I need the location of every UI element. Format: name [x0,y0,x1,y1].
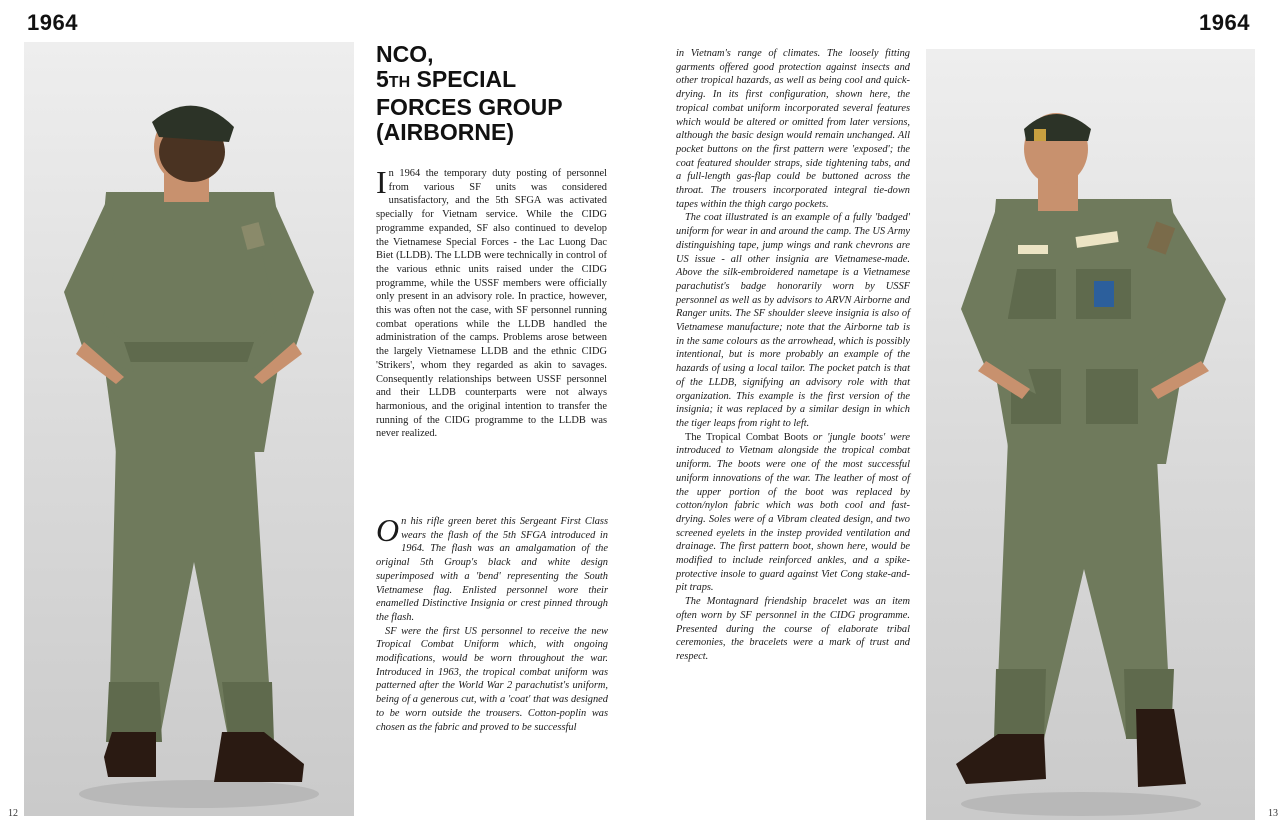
intro-text-column [376,164,607,441]
caption-dropcap: O [376,512,400,548]
page-number-left: 12 [8,808,18,819]
title-line-2 [376,67,606,96]
title-line-1: NCO, [376,41,434,67]
right-paragraph-2: The coat illustrated is an example of a fully 'badged' uniform for wear in and around the camp. The US Army distinguishing tape, jump wings and rank chevrons are US issue - all other insignia are Vietnamese-made. Above the silk-embroidered nametape is a Vietnamese parachutist's badge honorarily worn by USSF personnel as well as by advisors to ARVN Airborne and Ranger units. The SF shoulder sleeve insignia is also of Vietnamese manufacture; note that the Airborne tab is in the same colours as the arrowhead, which is possibly intentional, but is more probably an example of the hazards of using a local tailor. The pocket patch is that of the LLDB, signifying an advisory role with that organization. This example is the first version of the insignia; it was replaced by a similar design in which the tiger leaps from right to left. [676,212,910,429]
right-paragraph-3-lead: The Tropical Combat Boots [685,431,808,443]
soldier-front-illustration [926,49,1255,820]
title-line-2-rest: SPECIAL [410,65,517,92]
intro-text: n 1964 the temporary duty posting of personnel from various SF units was considered unsatisfactory, and the 5th SFGA was activated specially for Vietnam service. While the CIDG programme expanded, SF also continued to develop the Vietnamese Special Forces - the Lac Luong Dac Biet (LLDB). The LLDB were technically in control of the various ethnic units raised under the CIDG programme, while the USSF members were officially only present in an advisory role. In practice, however, this was often not the case, with SF personnel running combat operations while the LLDB handled the administration of the camps. Problems arose between the largely Vietnamese LLDB and the ethnic CIDG 'Strikers', whom they regarded as akin to savages. Consequently relationships between USSF personnel and their LLDB counterparts were not always harmonious, and the original intention to transfer the running of the CIDG programme to the LLDB was never realized. [376,168,607,440]
title-line-3: FORCES GROUP [376,94,563,120]
title-line-4: (AIRBORNE) [376,118,514,145]
right-paragraph-1: in Vietnam's range of climates. The loosely fitting garments offered good protection against insects and other tropical hazards, as well as being cool and quick-drying. In its first configuration, shown here, the tropical combat uniform incorporated several features which would be altered or omitted from later versions, although the basic design would remain unchanged. All pocket buttons on the first pattern were 'exposed'; the coat featured shoulder straps, side tightening tabs, and a full-length gas-flap could be buttoned across the throat. The trousers incorporated integral tie-down tapes within the thigh cargo pockets. [676,48,910,210]
front-view-uniform-photo [926,49,1255,820]
right-paragraph-3 [676,431,910,595]
soldier-back-illustration [24,42,354,816]
page-number-right: 13 [1268,808,1278,819]
page-title [376,42,606,144]
caption-paragraph-1 [376,512,608,625]
caption-paragraph-2: SF were the first US personnel to receive the new Tropical Combat Uniform which, with ongoing modifications, would be worn throughout the war. Introduced in 1963, the tropical combat uniform was patterned after the World War 2 parachutist's uniform, being of a generous cut, with a 'coat' that was designed to be worn outside the trousers. Cotton-poplin was chosen as the fabric and proved to be successful [376,625,608,733]
caption-text-column [376,512,608,734]
right-text-column [676,47,910,664]
title-line-2-prefix: 5 [376,65,389,92]
right-paragraph-4: The Montagnard friendship bracelet was an item often worn by SF personnel in the CIDG programme. Presented during the course of elaborate tribal ceremonies, the bracelets were a mark of trust and respect. [676,596,910,662]
caption-text-1: n his rifle green beret this Sergeant First Class wears the flash of the 5th SFGA introduced in 1964. The flash was an amalgamation of the original 5th Group's black and white design superimposed with a 'bend' representing the South Vietnamese flag. Enlisted personnel wore their enamelled Distinctive Insignia or crest pinned through the flash. [376,516,608,623]
back-view-uniform-photo [24,42,354,816]
right-paragraph-3-text: or 'jungle boots' were introduced to Vietnam alongside the tropical combat uniform. The boots were one of the most successful uniform innovations of the war. The leather of most of the upper portion of the boot was replaced by cotton/nylon fabric which was both cool and fast-drying. Soles were of a Vibram cleated design, and two screened eyelets in the instep provided ventilation and drainage. The first pattern boot, shown here, would be modified to include reinforced ankles, and a spike-protective insole to guard against Viet Cong stake-and-pit traps. [676,431,911,594]
year-heading-left: 1964 [27,10,78,35]
year-heading-right: 1964 [1199,10,1250,35]
intro-dropcap: I [376,164,387,200]
title-line-2-suffix: TH [388,73,411,91]
intro-paragraph [376,164,607,441]
